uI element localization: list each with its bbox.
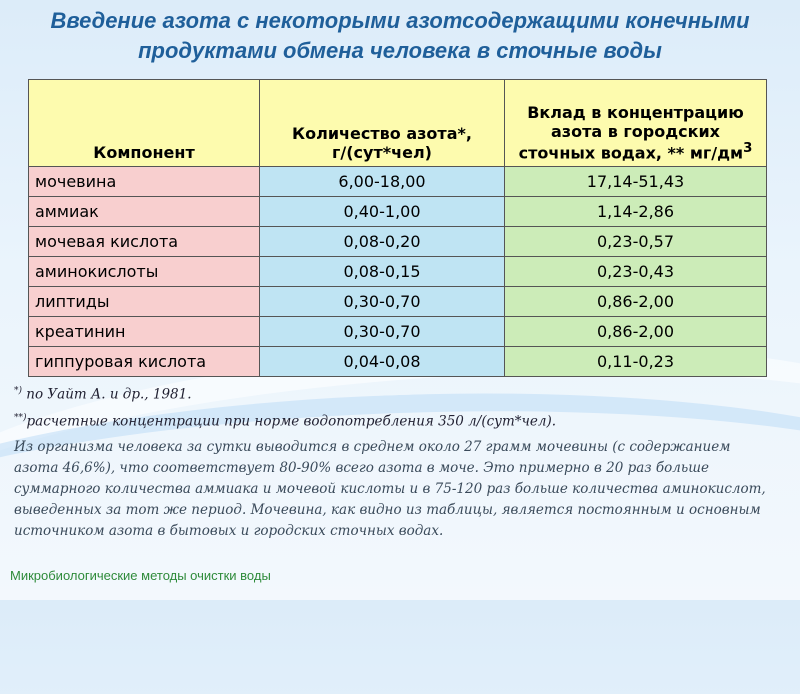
table-row bbox=[29, 197, 767, 227]
cell-component: мочевина bbox=[29, 167, 260, 197]
footnote-source bbox=[14, 382, 774, 405]
cell-concentration: 0,23-0,43 bbox=[505, 257, 767, 287]
cell-quantity: 0,30-0,70 bbox=[260, 317, 505, 347]
cell-component: мочевая кислота bbox=[29, 227, 260, 257]
cell-component: гиппуровая кислота bbox=[29, 347, 260, 377]
table-row bbox=[29, 347, 767, 377]
header-component: Компонент bbox=[29, 80, 260, 167]
header-concentration bbox=[505, 80, 767, 167]
title-line-1: Введение азота с некоторыми азотсодержащими конечными bbox=[50, 8, 750, 33]
footnote-calculation bbox=[14, 409, 774, 432]
footer-caption: Микробиологические методы очистки воды bbox=[10, 568, 271, 583]
header-quantity: Количество азота*, г/(сут*чел) bbox=[260, 80, 505, 167]
table-row bbox=[29, 257, 767, 287]
cell-component: аминокислоты bbox=[29, 257, 260, 287]
cell-quantity: 0,30-0,70 bbox=[260, 287, 505, 317]
table-row bbox=[29, 167, 767, 197]
cell-concentration: 0,86-2,00 bbox=[505, 287, 767, 317]
cell-concentration: 0,11-0,23 bbox=[505, 347, 767, 377]
table-row bbox=[29, 227, 767, 257]
header-concentration-text: Вклад в концентрацию азота в городских сточных водах, ** мг/дм bbox=[518, 102, 744, 162]
table-header-row bbox=[29, 80, 767, 167]
notes-section bbox=[14, 382, 774, 556]
table-row bbox=[29, 317, 767, 347]
table-row bbox=[29, 287, 767, 317]
cell-quantity: 0,40-1,00 bbox=[260, 197, 505, 227]
cell-quantity: 6,00-18,00 bbox=[260, 167, 505, 197]
cell-component: креатинин bbox=[29, 317, 260, 347]
footnote-source-text: по Уайт А. и др., 1981. bbox=[22, 386, 192, 403]
footnote-calculation-text: расчетные концентрации при норме водопотребления 350 л/(сут*чел). bbox=[26, 413, 557, 429]
footnote-source-mark: *) bbox=[14, 386, 23, 396]
cell-quantity: 0,08-0,15 bbox=[260, 257, 505, 287]
slide-title bbox=[0, 6, 800, 66]
cell-concentration: 0,86-2,00 bbox=[505, 317, 767, 347]
header-concentration-sup: 3 bbox=[743, 140, 753, 156]
cell-component: аммиак bbox=[29, 197, 260, 227]
explanatory-paragraph: Из организма человека за сутки выводится в среднем около 27 грамм мочевины (с содержанием азота 46,6%), что соответствует 80-90% всего азота в моче. Это примерно в 20 раз больше суммарного количества аммиака и мочевой кислоты и в 75-120 раз больше количества аминокислот, выведенных за тот же период. Мочевина, как видно из таблицы, является постоянным и основным источником азота в бытовых и городских сточных водах. bbox=[14, 439, 766, 539]
nitrogen-table bbox=[28, 79, 767, 377]
title-line-2: продуктами обмена человека в сточные воды bbox=[138, 38, 662, 63]
cell-concentration: 17,14-51,43 bbox=[505, 167, 767, 197]
cell-concentration: 1,14-2,86 bbox=[505, 197, 767, 227]
cell-quantity: 0,04-0,08 bbox=[260, 347, 505, 377]
cell-component: липтиды bbox=[29, 287, 260, 317]
footnote-calculation-mark: **) bbox=[14, 412, 27, 423]
cell-quantity: 0,08-0,20 bbox=[260, 227, 505, 257]
cell-concentration: 0,23-0,57 bbox=[505, 227, 767, 257]
